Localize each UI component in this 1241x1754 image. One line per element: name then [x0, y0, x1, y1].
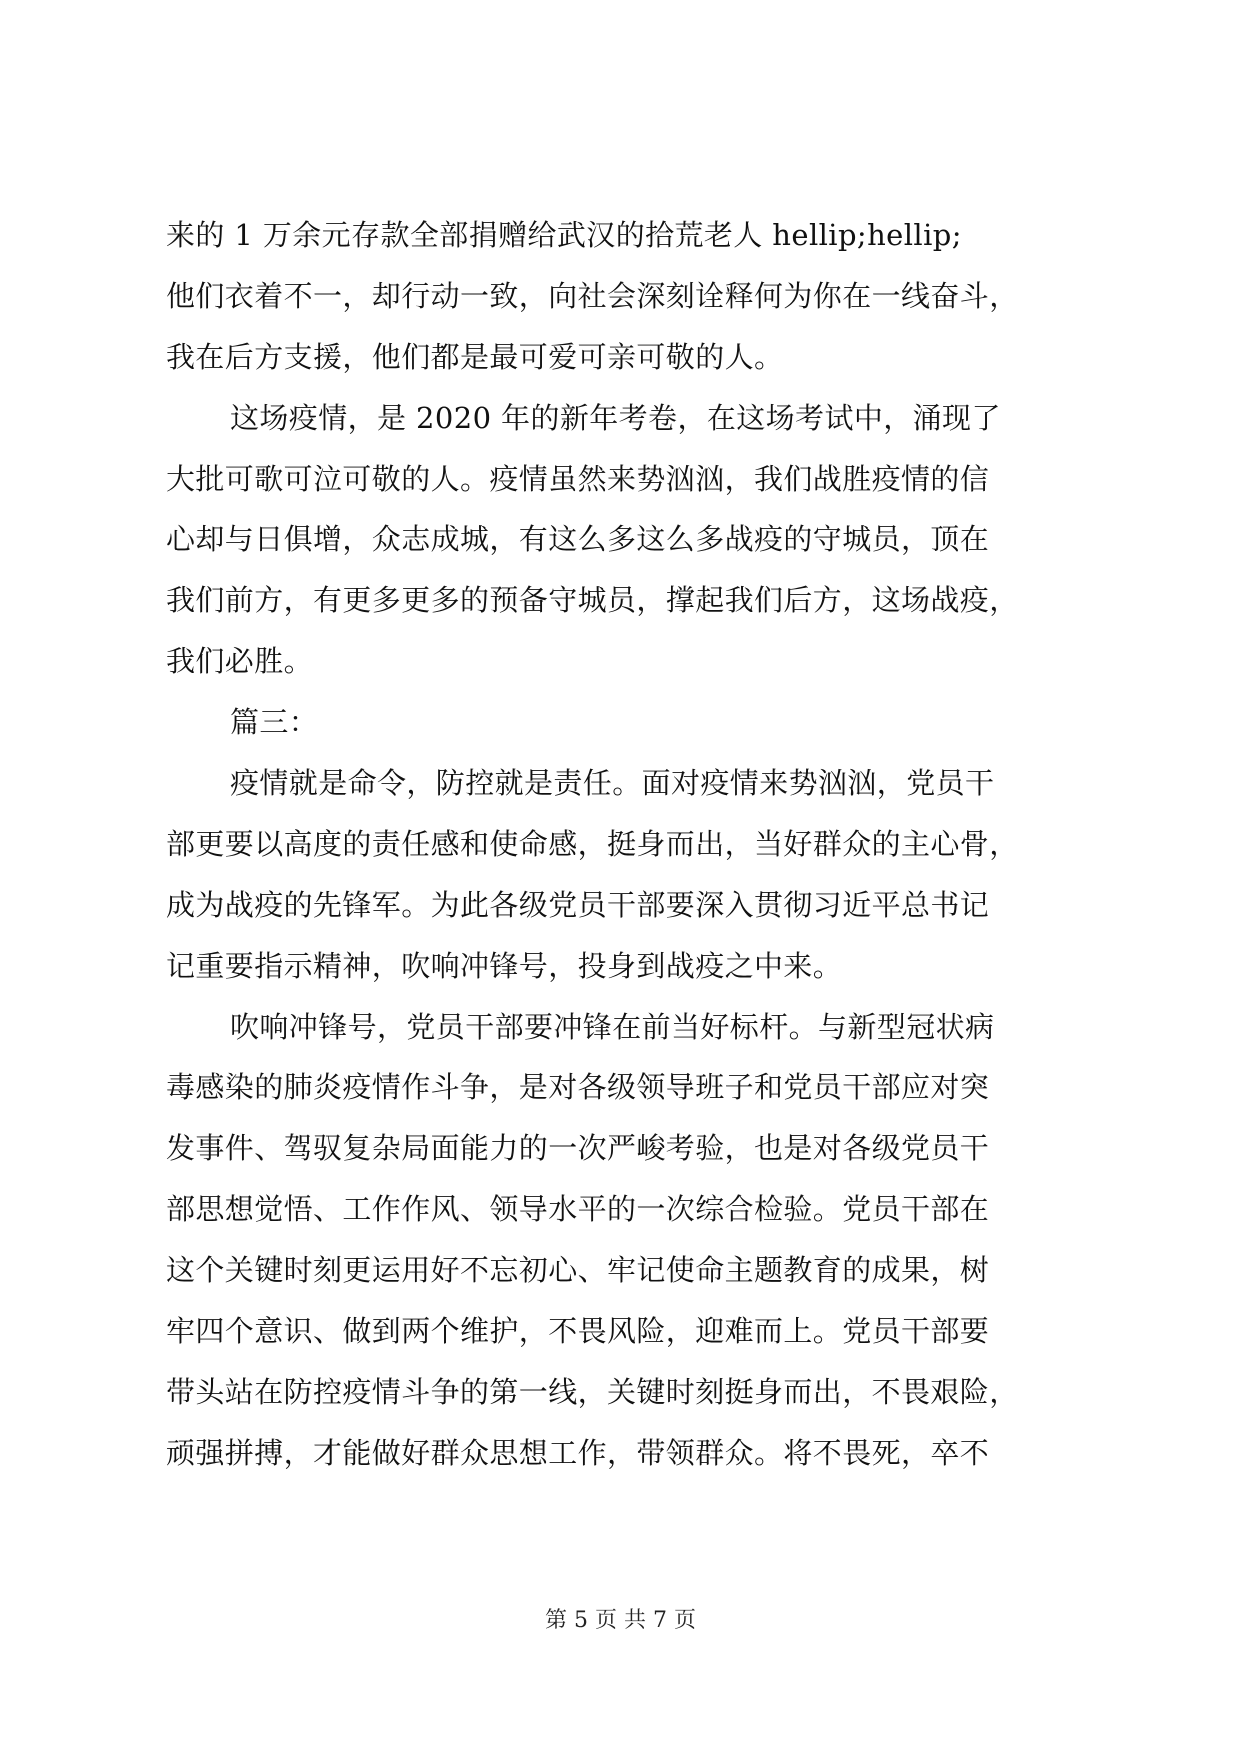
text-line: 毒感染的肺炎疫情作斗争，是对各级领导班子和党员干部应对突	[166, 1070, 990, 1105]
text-line: 发事件、驾驭复杂局面能力的一次严峻考验，也是对各级党员干	[166, 1131, 990, 1166]
text-line: 心却与日俱增，众志成城，有这么多这么多战疫的守城员，顶在	[166, 522, 990, 557]
text-line: 我们前方，有更多更多的预备守城员，撑起我们后方，这场战疫，	[166, 583, 1019, 618]
text-line: 成为战疫的先锋军。为此各级党员干部要深入贯彻习近平总书记	[166, 887, 990, 922]
text-line: 记重要指示精神，吹响冲锋号，投身到战疫之中来。	[166, 948, 843, 983]
text-line: 大批可歌可泣可敬的人。疫情虽然来势汹汹，我们战胜疫情的信	[166, 461, 990, 496]
text-line: 这个关键时刻更运用好不忘初心、牢记使命主题教育的成果，树	[166, 1253, 990, 1288]
text-line: 顽强拼搏，才能做好群众思想工作，带领群众。将不畏死，卒不	[166, 1435, 990, 1470]
section-heading: 篇三：	[230, 705, 319, 740]
text-line: 带头站在防控疫情斗争的第一线，关键时刻挺身而出，不畏艰险，	[166, 1374, 1019, 1409]
text-line: 我在后方支援，他们都是最可爱可亲可敬的人。	[166, 339, 784, 374]
text-line: 部更要以高度的责任感和使命感，挺身而出，当好群众的主心骨，	[166, 826, 1019, 861]
text-line: 部思想觉悟、工作作风、领导水平的一次综合检验。党员干部在	[166, 1192, 990, 1227]
paragraph-first-line: 疫情就是命令，防控就是责任。面对疫情来势汹汹，党员干	[230, 766, 995, 801]
page-number-footer: 第 5 页 共 7 页	[545, 1608, 696, 1633]
document-body	[166, 205, 1078, 1484]
text-line: 牢四个意识、做到两个维护，不畏风险，迎难而上。党员干部要	[166, 1314, 990, 1349]
paragraph-first-line: 吹响冲锋号，党员干部要冲锋在前当好标杆。与新型冠状病	[230, 1009, 995, 1044]
paragraph-first-line: 这场疫情，是 2020 年的新年考卷，在这场考试中，涌现了	[230, 400, 1001, 435]
text-line: 来的 1 万余元存款全部捐赠给武汉的拾荒老人 hellip;hellip;	[166, 218, 962, 252]
text-line: 我们必胜。	[166, 644, 314, 679]
text-line: 他们衣着不一，却行动一致，向社会深刻诠释何为你在一线奋斗，	[166, 278, 1019, 313]
